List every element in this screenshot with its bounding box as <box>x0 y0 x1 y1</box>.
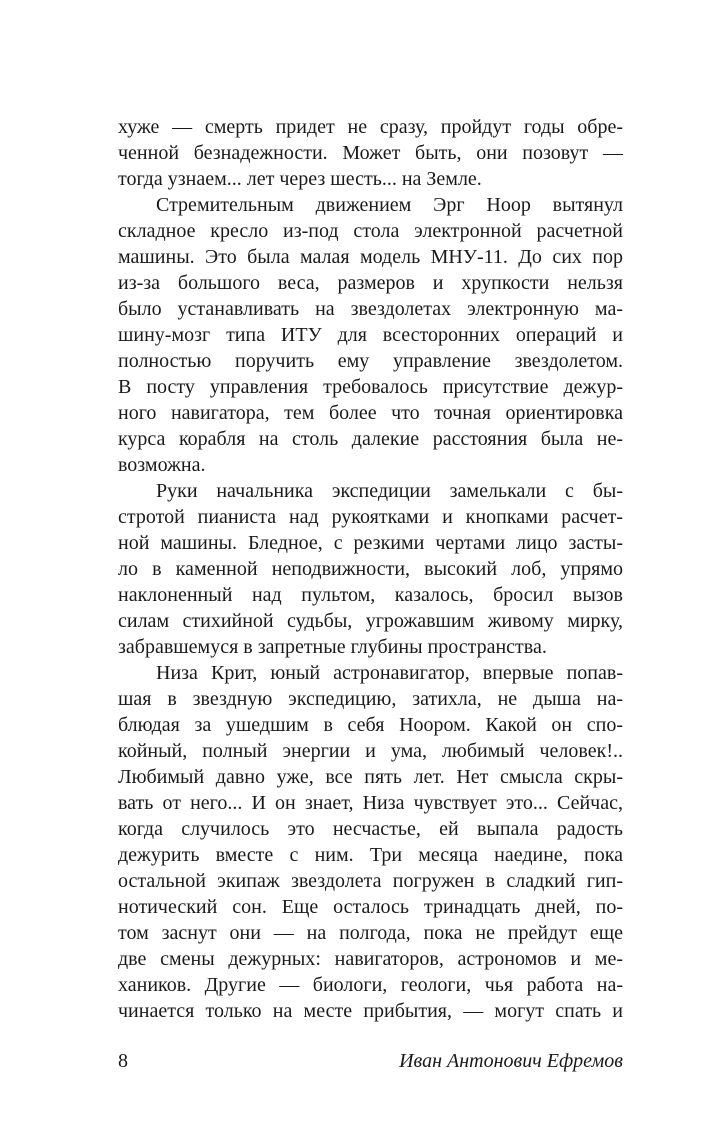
text-line: Руки начальника экспедиции замелькали с бы- <box>156 480 623 502</box>
paragraph <box>118 478 623 660</box>
text-line: ло в каменной неподвижности, высокий лоб, упрямо <box>118 558 623 580</box>
text-line: чинается только на месте прибытия, — могут спать и <box>118 1000 623 1022</box>
text-line: блюдая за ушедшим в себя Ноором. Какой он спо- <box>118 714 623 736</box>
text-line: шину-мозг типа ИТУ для всесторонних операций и <box>118 324 623 346</box>
text-line: силам стихийной судьбы, угрожавшим живому мирку, <box>118 610 623 632</box>
text-line: из-за большого веса, размеров и хрупкости нельзя <box>118 272 623 294</box>
text-line: ченной безнадежности. Может быть, они позовут — <box>118 142 623 164</box>
text-line: две смены дежурных: навигаторов, астрономов и ме- <box>118 948 623 970</box>
text-line: Любимый давно уже, все пять лет. Нет смысла скры- <box>118 766 623 788</box>
text-line: нотический сон. Еще осталось тринадцать дней, по- <box>118 896 623 918</box>
paragraph <box>118 660 623 1024</box>
text-line: было устанавливать на звездолетах электронную ма- <box>118 298 623 320</box>
text-line: ной машины. Бледное, с резкими чертами лицо засты- <box>118 532 623 554</box>
text-line: ного навигатора, тем более что точная ориентировка <box>118 402 623 424</box>
page-footer <box>118 1048 623 1074</box>
text-line: дежурить вместе с ним. Три месяца наедине, пока <box>118 844 623 866</box>
text-line: остальной экипаж звездолета погружен в сладкий гип- <box>118 870 623 892</box>
text-line: Низа Крит, юный астронавигатор, впервые попав- <box>156 662 623 684</box>
text-line: забравшемуся в запретные глубины пространства. <box>118 636 547 658</box>
text-line: машины. Это была малая модель МНУ-11. До сих пор <box>118 246 623 268</box>
text-line: наклоненный над пультом, казалось, бросил вызов <box>118 584 623 606</box>
text-line: хаников. Другие — биологи, геологи, чья работа на- <box>118 974 623 996</box>
text-line: хуже — смерть придет не сразу, пройдут годы обре- <box>118 116 623 138</box>
text-line: складное кресло из-под стола электронной расчетной <box>118 220 623 242</box>
text-line: курса корабля на столь далекие расстояния была не- <box>118 428 623 450</box>
running-author: Иван Антонович Ефремов <box>399 1050 623 1072</box>
text-line: тогда узнаем... лет через шесть... на Земле. <box>118 168 482 190</box>
page-content <box>118 114 623 1074</box>
text-line: Стремительным движением Эрг Ноор вытянул <box>156 194 623 216</box>
text-line: шая в звездную экспедицию, затихла, не дыша на- <box>118 688 623 710</box>
text-line: стротой пианиста над рукоятками и кнопками расчет- <box>118 506 623 528</box>
text-line: когда случилось это несчастье, ей выпала радость <box>118 818 623 840</box>
text-line: койный, полный энергии и ума, любимый человек!.. <box>118 740 623 762</box>
text-line: полностью поручить ему управление звездолетом. <box>118 350 623 372</box>
text-line: возможна. <box>118 454 206 476</box>
paragraph <box>118 114 623 192</box>
body-text <box>118 114 623 1024</box>
text-line: В посту управления требовалось присутствие дежур- <box>118 376 623 398</box>
page-number: 8 <box>118 1050 128 1072</box>
paragraph <box>118 192 623 478</box>
text-line: том заснут они — на полгода, пока не прейдут еще <box>118 922 623 944</box>
text-line: вать от него... И он знает, Низа чувствует это... Сейчас, <box>118 792 623 814</box>
